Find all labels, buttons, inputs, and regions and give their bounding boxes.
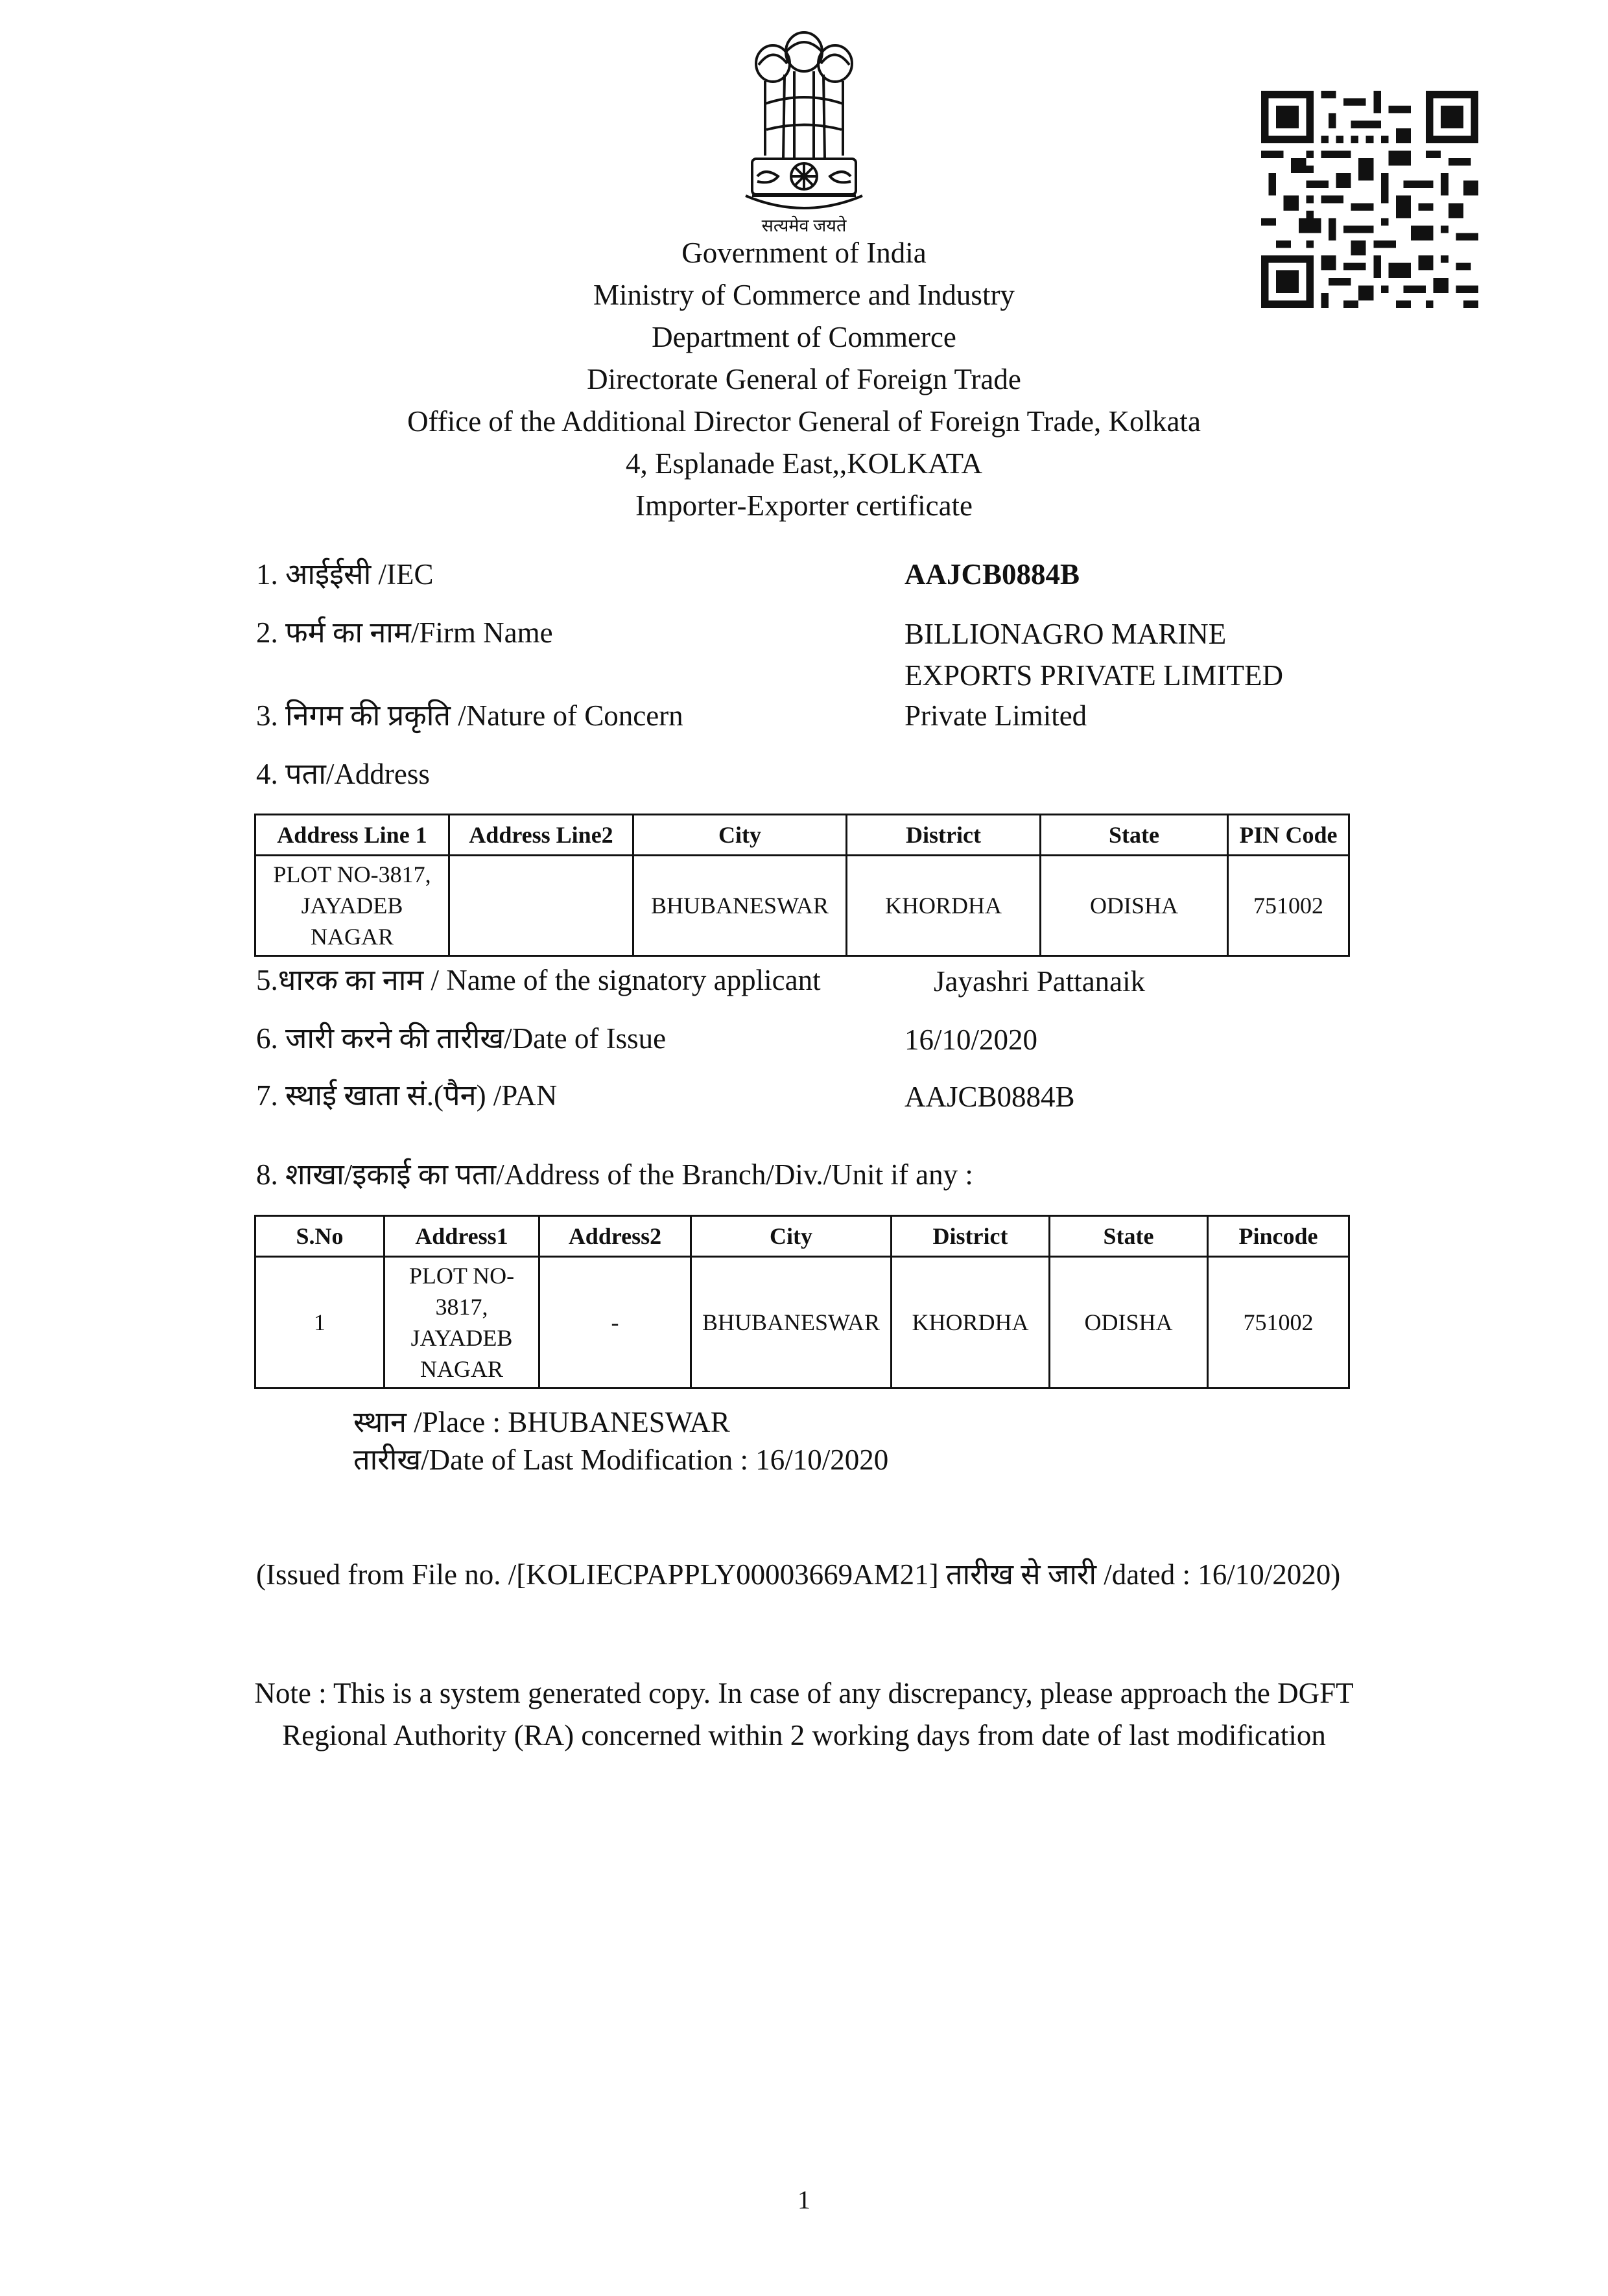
header-address: 4, Esplanade East,,KOLKATA — [625, 447, 983, 480]
nature-of-concern-label: 3. निगम की प्रकृति /Nature of Concern — [256, 699, 683, 732]
nature-of-concern-value: Private Limited — [905, 699, 1087, 732]
address-table-header: Address Line 1 — [255, 815, 449, 856]
address-table-header: PIN Code — [1228, 815, 1349, 856]
firm-name-value-line2: EXPORTS PRIVATE LIMITED — [905, 659, 1283, 692]
address-line1-text: JAYADEB — [301, 893, 403, 919]
address-line1-text: NAGAR — [310, 924, 394, 950]
branch-pincode-cell: 751002 — [1208, 1257, 1349, 1388]
header-government: Government of India — [681, 237, 927, 269]
iec-value: AAJCB0884B — [905, 558, 1080, 591]
table-row — [255, 856, 1349, 956]
address-line1-text: PLOT NO-3817, — [273, 861, 431, 887]
table-row — [255, 1257, 1349, 1388]
branch-district-cell: KHORDHA — [892, 1257, 1050, 1388]
issuing-authority-header — [0, 232, 1608, 527]
branch-table-header: Pincode — [1208, 1216, 1349, 1257]
branch-table-header: City — [691, 1216, 892, 1257]
branch-address1-text: 3817, — [435, 1294, 488, 1320]
address-table — [254, 814, 1350, 957]
branch-table — [254, 1215, 1350, 1389]
branch-address-label: 8. शाखा/इकाई का पता/Address of the Branch/Div./Unit if any : — [256, 1158, 973, 1191]
branch-state-cell: ODISHA — [1050, 1257, 1208, 1388]
branch-address1-text: NAGAR — [420, 1356, 503, 1382]
page-number: 1 — [798, 2185, 810, 2214]
address-table-header: Address Line2 — [449, 815, 633, 856]
state-cell: ODISHA — [1041, 856, 1228, 956]
address-table-header: City — [633, 815, 847, 856]
address-line2-cell — [449, 856, 633, 956]
branch-address1-text: PLOT NO- — [408, 1263, 515, 1289]
header-ministry: Ministry of Commerce and Industry — [593, 279, 1015, 311]
emblem-motto: सत्यमेव जयते — [761, 216, 847, 235]
city-cell: BHUBANESWAR — [633, 856, 847, 956]
branch-table-header-row — [255, 1216, 1349, 1257]
address-table-header-row — [255, 815, 1349, 856]
address-table-header: State — [1041, 815, 1228, 856]
header-directorate: Directorate General of Foreign Trade — [587, 363, 1021, 395]
sno-cell: 1 — [255, 1257, 384, 1388]
district-cell: KHORDHA — [847, 856, 1041, 956]
header-office: Office of the Additional Director General of Foreign Trade, Kolkata — [407, 405, 1201, 438]
date-of-issue-value: 16/10/2020 — [905, 1024, 1038, 1056]
branch-table-header: Address1 — [384, 1216, 539, 1257]
signatory-label: 5.धारक का नाम / Name of the signatory applicant — [256, 964, 821, 996]
pin-code-cell: 751002 — [1228, 856, 1349, 956]
signatory-value: Jayashri Pattanaik — [934, 965, 1146, 998]
branch-city-cell: BHUBANESWAR — [691, 1257, 892, 1388]
note-line1: Note : This is a system generated copy. In case of any discrepancy, please approach the DGFT — [254, 1677, 1354, 1709]
iec-label: 1. आईईसी /IEC — [256, 558, 434, 591]
branch-address1-text: JAYADEB — [410, 1325, 513, 1351]
branch-table-header: S.No — [255, 1216, 384, 1257]
last-modification-text: तारीख/Date of Last Modification : 16/10/2020 — [353, 1444, 889, 1476]
header-department: Department of Commerce — [652, 321, 956, 353]
place-text: स्थान /Place : BHUBANESWAR — [353, 1406, 730, 1438]
branch-table-header: District — [892, 1216, 1050, 1257]
issued-from-file-text: (Issued from File no. /[KOLIECPAPPLY00003669AM21] तारीख से जारी /dated : 16/10/2020) — [256, 1558, 1341, 1591]
firm-name-value-line1: BILLIONAGRO MARINE — [905, 618, 1227, 650]
pan-label: 7. स्थाई खाता सं.(पैन) /PAN — [256, 1079, 558, 1112]
date-of-issue-label: 6. जारी करने की तारीख/Date of Issue — [256, 1022, 667, 1055]
address-line1-cell — [255, 856, 449, 956]
branch-address2-cell: - — [539, 1257, 691, 1388]
branch-table-header: Address2 — [539, 1216, 691, 1257]
pan-value: AAJCB0884B — [905, 1081, 1075, 1113]
branch-address1-cell — [384, 1257, 539, 1388]
note-line2: Regional Authority (RA) concerned within 2 working days from date of last modification — [282, 1719, 1326, 1751]
certificate-title: Importer-Exporter certificate — [635, 489, 973, 522]
address-table-header: District — [847, 815, 1041, 856]
branch-table-header: State — [1050, 1216, 1208, 1257]
firm-name-label: 2. फर्म का नाम/Firm Name — [256, 616, 553, 649]
address-label: 4. पता/Address — [256, 758, 430, 790]
